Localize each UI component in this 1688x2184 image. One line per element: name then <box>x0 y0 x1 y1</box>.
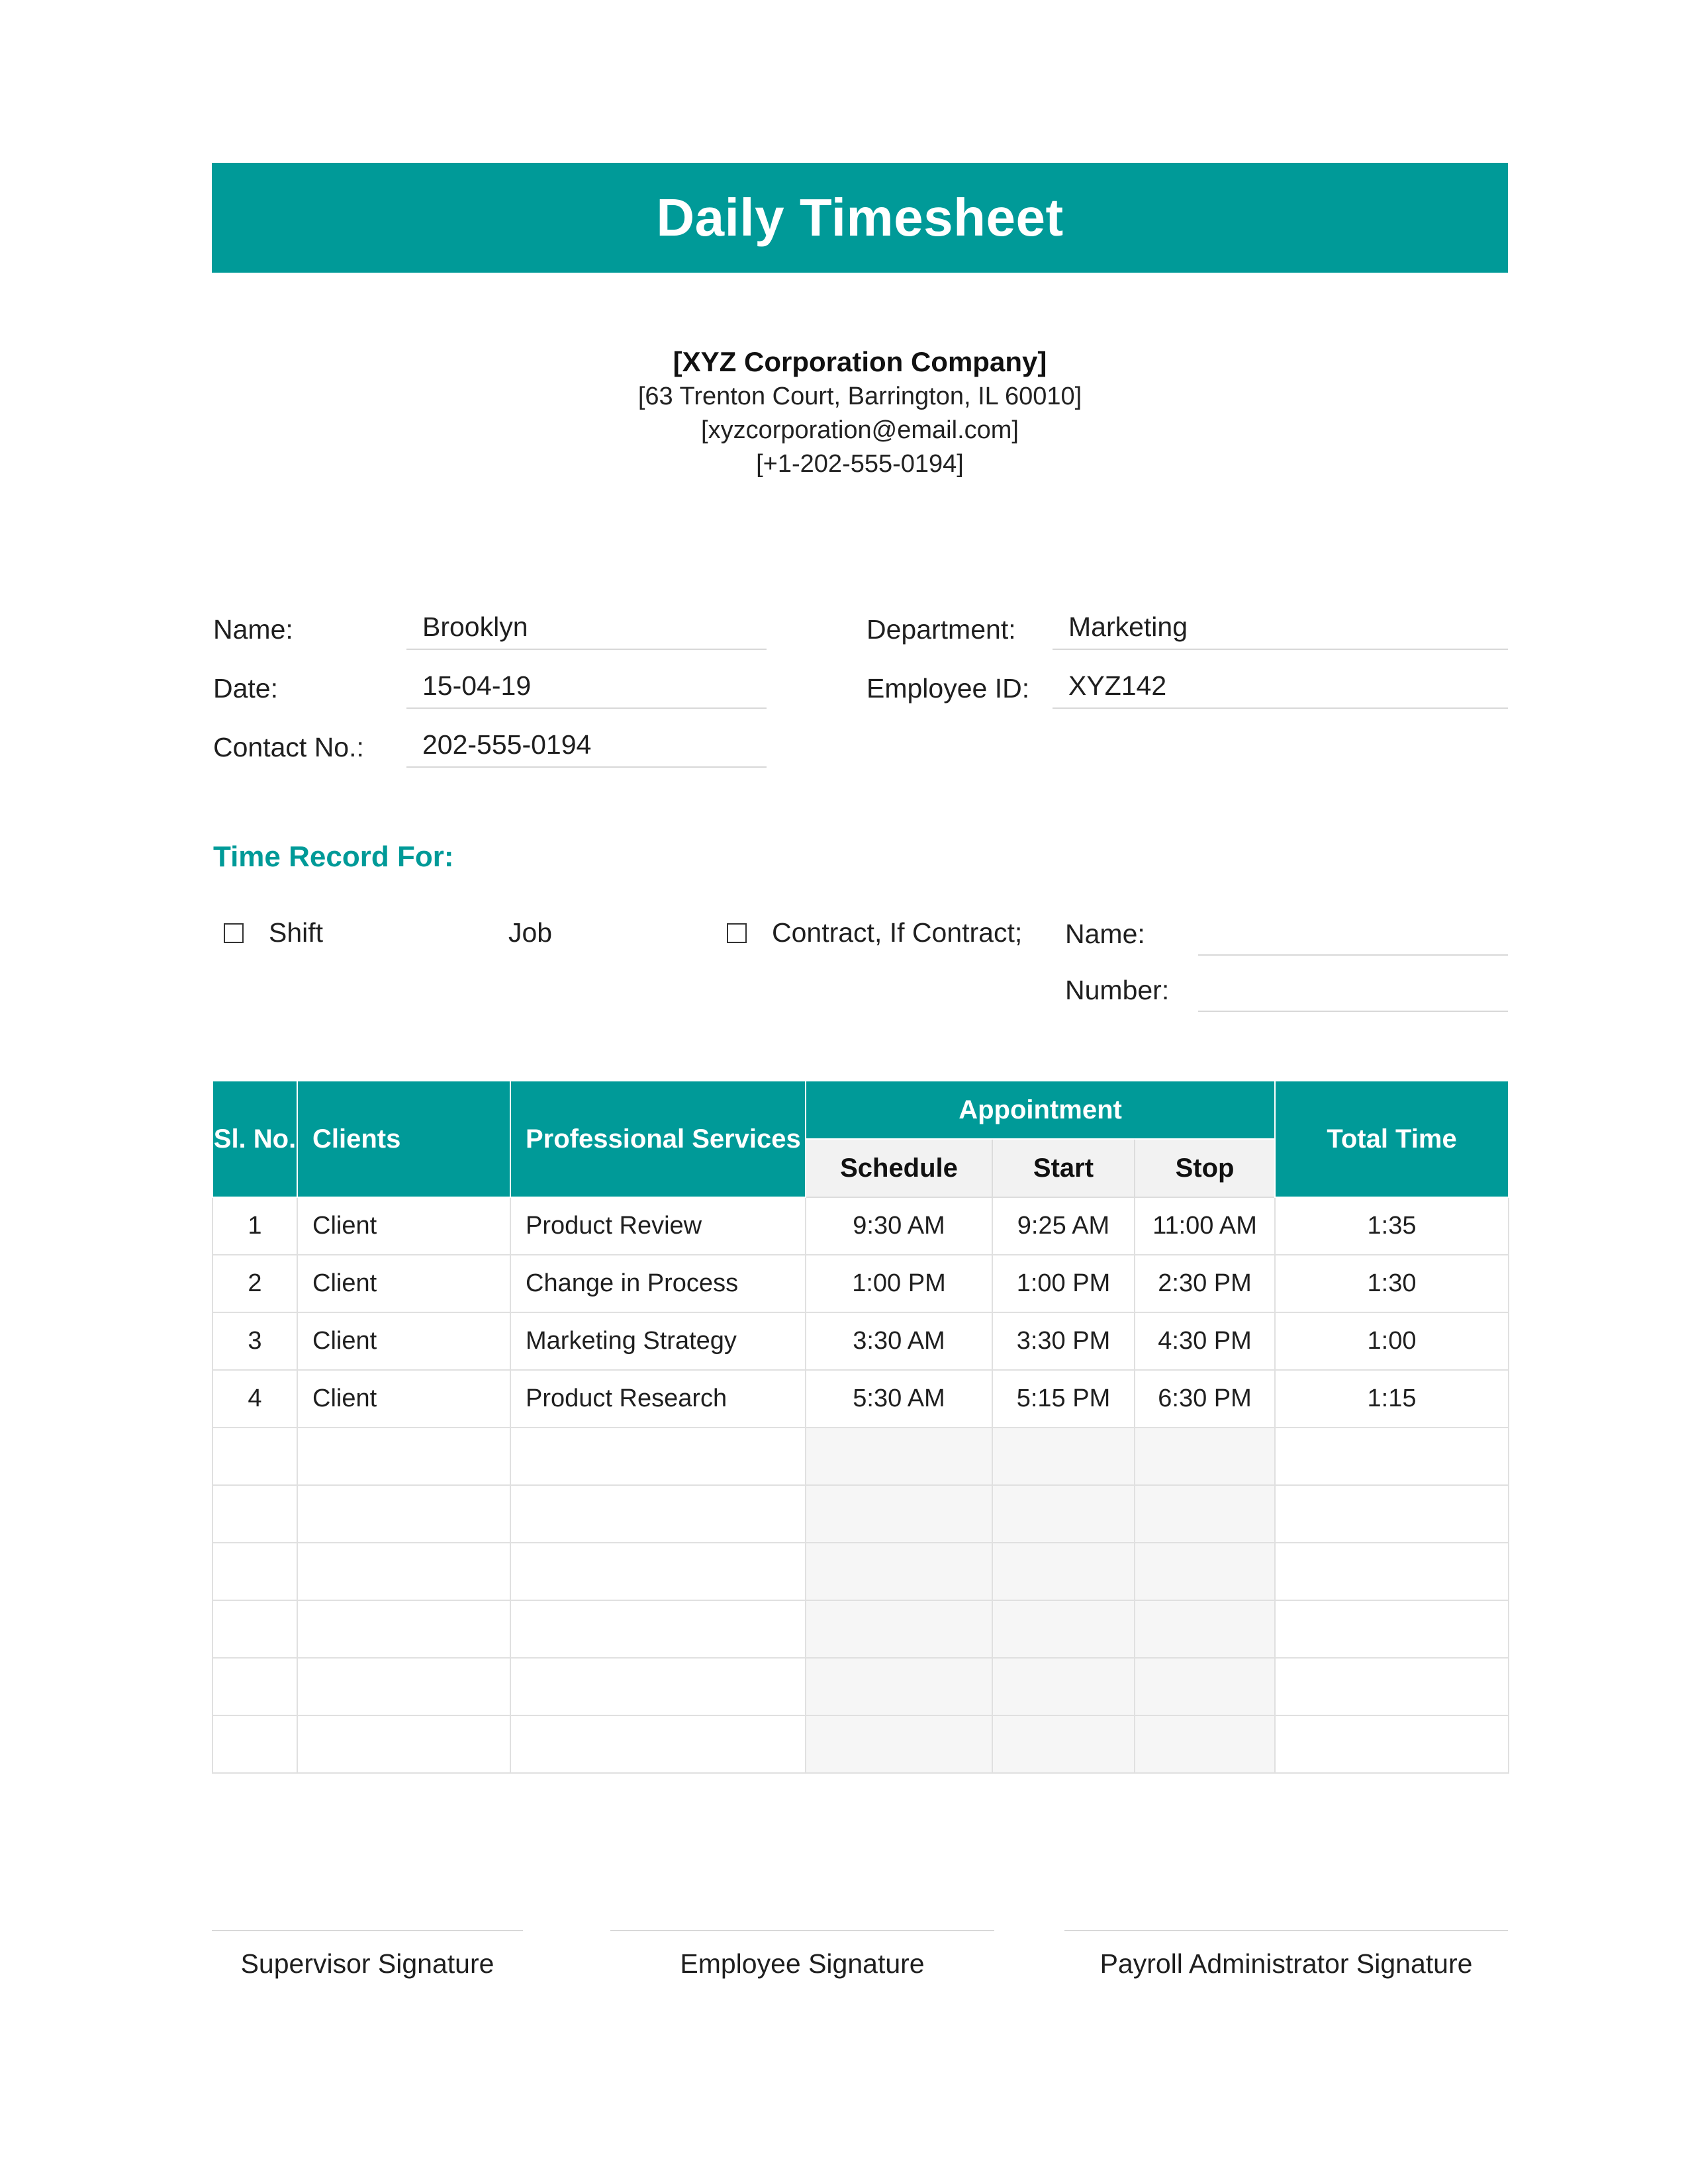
cell-start: 5:15 PM <box>992 1370 1135 1428</box>
contract-checkbox[interactable] <box>727 923 747 943</box>
empty-table-row[interactable] <box>212 1485 1509 1543</box>
page-title: Daily Timesheet <box>656 188 1064 247</box>
cell-schedule: 9:30 AM <box>806 1197 992 1255</box>
empty-table-row[interactable] <box>212 1658 1509 1715</box>
cell-start: 9:25 AM <box>992 1197 1135 1255</box>
cell-sl-no: 2 <box>212 1255 297 1312</box>
company-name: [XYZ Corporation Company] <box>673 346 1047 377</box>
cell-schedule: 5:30 AM <box>806 1370 992 1428</box>
cell-service: Product Review <box>510 1197 806 1255</box>
shift-option[interactable] <box>224 917 323 948</box>
cell-total: 1:00 <box>1275 1312 1509 1370</box>
contract-option[interactable] <box>727 917 1022 948</box>
cell-stop: 11:00 AM <box>1135 1197 1275 1255</box>
supervisor-signature-label: Supervisor Signature <box>240 1948 494 1979</box>
supervisor-signature-line[interactable] <box>212 1930 523 1931</box>
header-sl-no: Sl. No. <box>212 1081 297 1197</box>
contract-label: Contract, If Contract; <box>772 917 1023 948</box>
cell-stop: 2:30 PM <box>1135 1255 1275 1312</box>
cell-sl-no: 1 <box>212 1197 297 1255</box>
cell-schedule: 3:30 AM <box>806 1312 992 1370</box>
cell-service: Product Research <box>510 1370 806 1428</box>
time-record-heading: Time Record For: <box>213 841 454 873</box>
date-field[interactable]: 15-04-19 <box>406 670 767 709</box>
table-row <box>212 1312 1509 1370</box>
cell-start: 1:00 PM <box>992 1255 1135 1312</box>
shift-label: Shift <box>269 917 324 948</box>
name-field[interactable]: Brooklyn <box>406 612 767 650</box>
cell-schedule: 1:00 PM <box>806 1255 992 1312</box>
company-info <box>0 344 1688 481</box>
header-professional-services: Professional Services <box>510 1081 806 1197</box>
contract-number-label: Number: <box>1065 975 1170 1005</box>
cell-sl-no: 4 <box>212 1370 297 1428</box>
title-banner <box>212 163 1508 273</box>
job-option <box>508 917 552 948</box>
cell-client: Client <box>297 1255 510 1312</box>
department-field[interactable]: Marketing <box>1053 612 1508 650</box>
contact-label: Contact No.: <box>213 732 364 762</box>
contract-name-field[interactable] <box>1198 953 1508 956</box>
company-address: [63 Trenton Court, Barrington, IL 60010] <box>637 383 1082 410</box>
table-row <box>212 1255 1509 1312</box>
cell-service: Marketing Strategy <box>510 1312 806 1370</box>
contract-number-field[interactable] <box>1198 1009 1508 1012</box>
date-label: Date: <box>213 673 278 704</box>
payroll-signature-line[interactable] <box>1064 1930 1508 1931</box>
header-total-time: Total Time <box>1275 1081 1509 1197</box>
cell-total: 1:15 <box>1275 1370 1509 1428</box>
cell-sl-no: 3 <box>212 1312 297 1370</box>
company-email: [xyzcorporation@email.com] <box>701 416 1019 444</box>
header-schedule: Schedule <box>806 1139 992 1197</box>
cell-client: Client <box>297 1312 510 1370</box>
timesheet-table <box>212 1080 1509 1774</box>
cell-stop: 6:30 PM <box>1135 1370 1275 1428</box>
cell-start: 3:30 PM <box>992 1312 1135 1370</box>
cell-service: Change in Process <box>510 1255 806 1312</box>
name-label: Name: <box>213 614 293 645</box>
cell-total: 1:30 <box>1275 1255 1509 1312</box>
employee-signature-label: Employee Signature <box>680 1948 925 1979</box>
empty-table-row[interactable] <box>212 1715 1509 1773</box>
payroll-signature-label: Payroll Administrator Signature <box>1100 1948 1473 1979</box>
company-phone: [+1-202-555-0194] <box>756 450 964 478</box>
table-row <box>212 1197 1509 1255</box>
contact-field[interactable]: 202-555-0194 <box>406 729 767 768</box>
empty-table-row[interactable] <box>212 1543 1509 1600</box>
header-clients: Clients <box>297 1081 510 1197</box>
cell-stop: 4:30 PM <box>1135 1312 1275 1370</box>
table-row <box>212 1370 1509 1428</box>
header-start: Start <box>992 1139 1135 1197</box>
cell-total: 1:35 <box>1275 1197 1509 1255</box>
empty-table-row[interactable] <box>212 1428 1509 1485</box>
shift-checkbox[interactable] <box>224 923 244 943</box>
cell-client: Client <box>297 1370 510 1428</box>
department-label: Department: <box>867 614 1016 645</box>
job-label: Job <box>508 917 553 948</box>
header-appointment: Appointment <box>806 1081 1275 1139</box>
cell-client: Client <box>297 1197 510 1255</box>
header-stop: Stop <box>1135 1139 1275 1197</box>
empty-table-row[interactable] <box>212 1600 1509 1658</box>
employee-signature-line[interactable] <box>610 1930 994 1931</box>
contract-name-label: Name: <box>1065 919 1145 949</box>
employee-id-label: Employee ID: <box>867 673 1030 704</box>
employee-id-field[interactable]: XYZ142 <box>1053 670 1508 709</box>
